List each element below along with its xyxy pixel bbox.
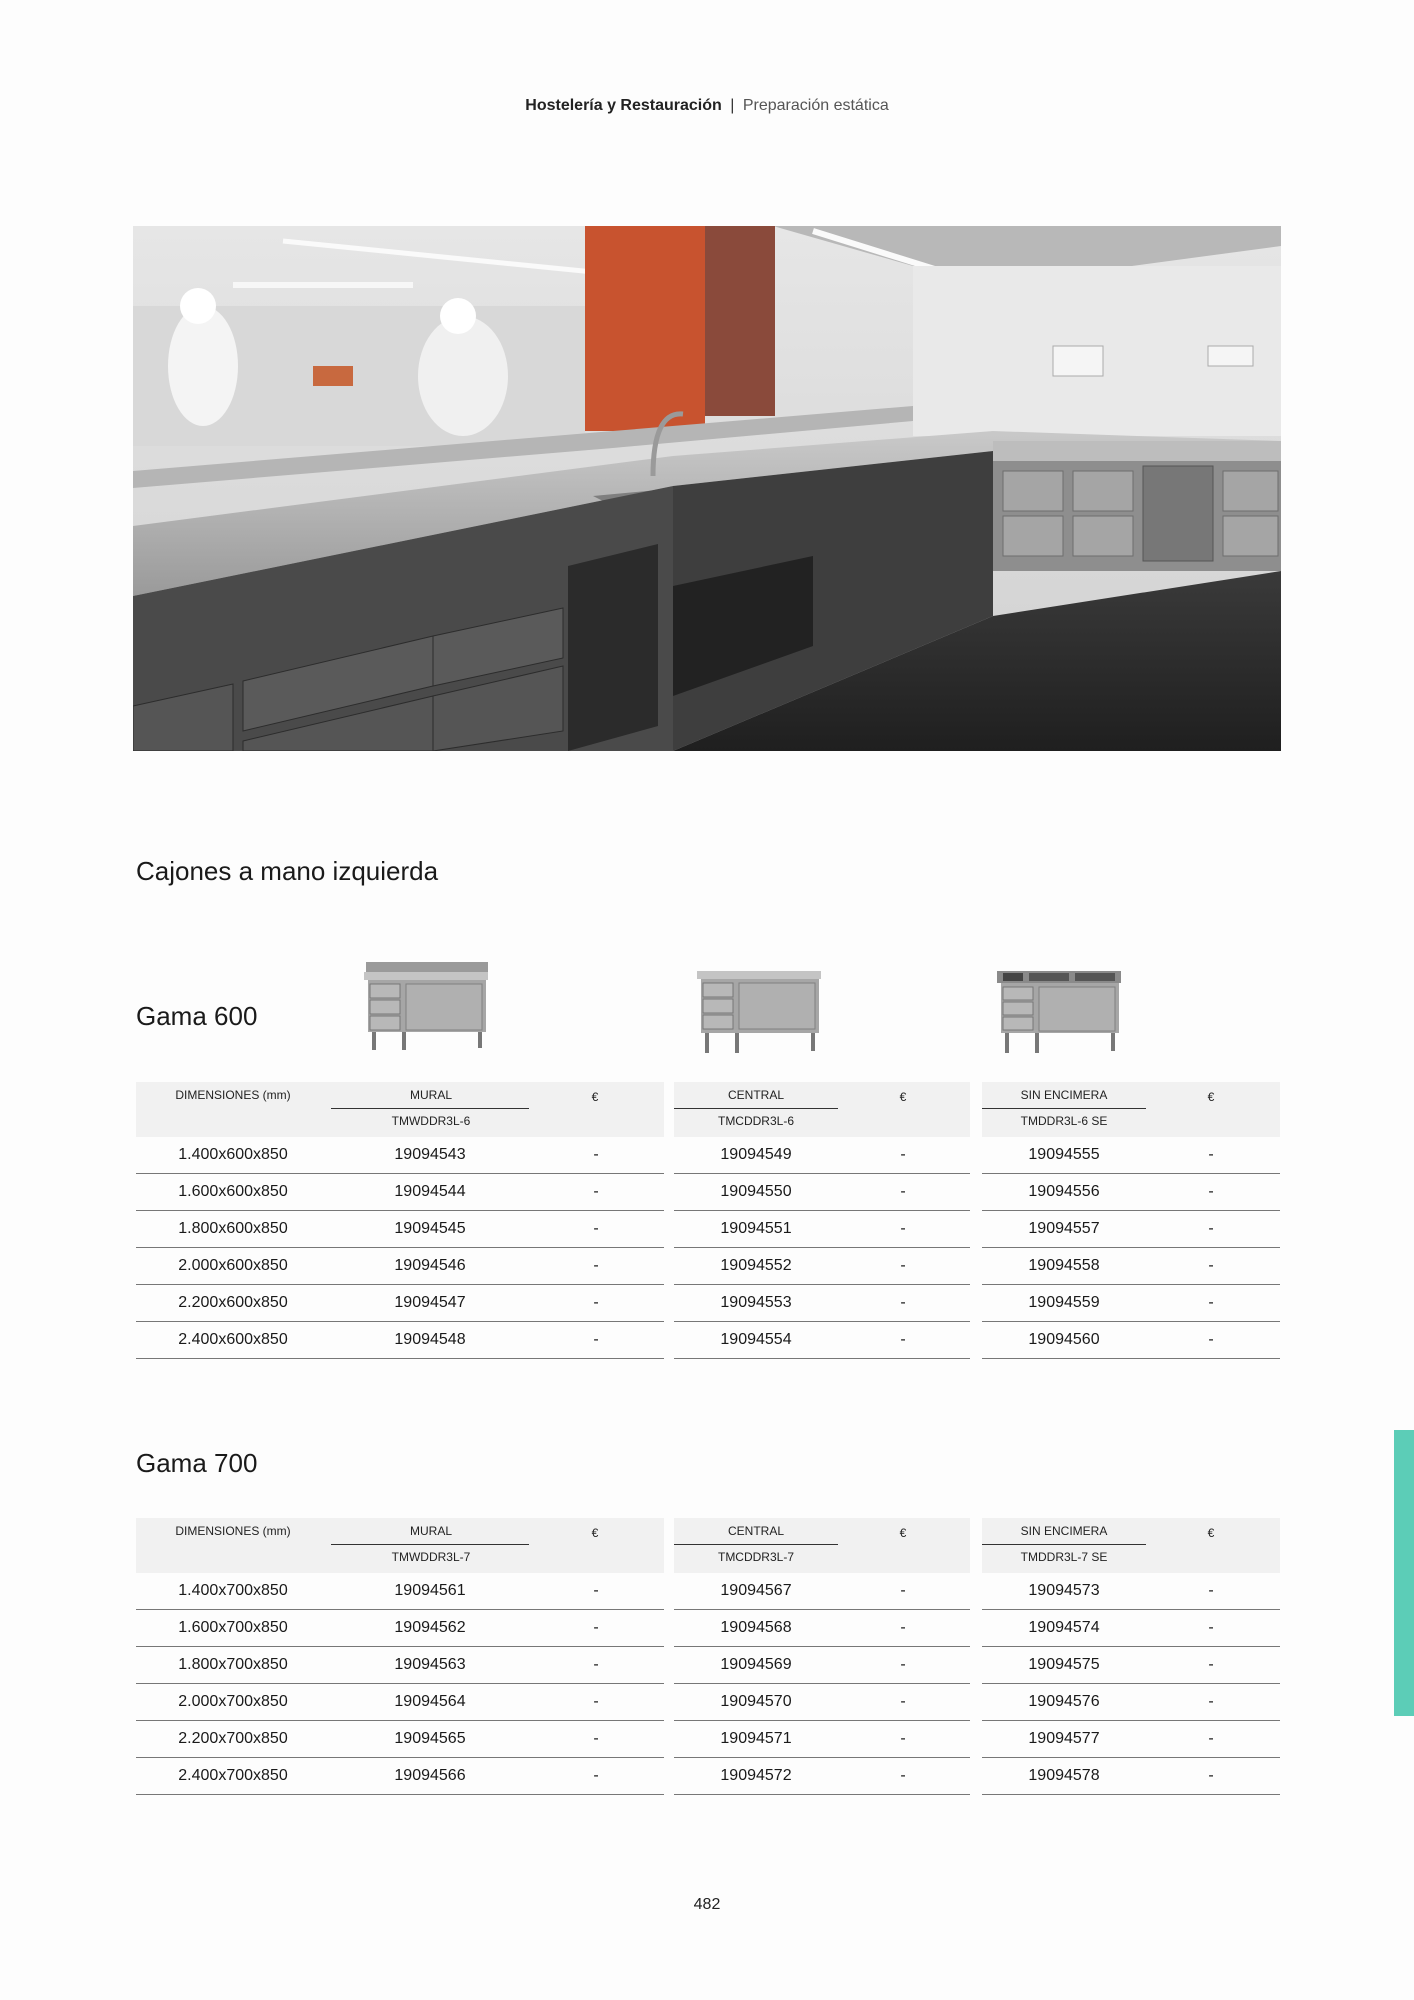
cell-dimensions: 2.400x600x850	[178, 1331, 288, 1348]
cell-mural-price: -	[593, 1619, 599, 1636]
cell-sin-encimera-price: -	[1208, 1146, 1214, 1163]
cell-central-price: -	[900, 1730, 906, 1747]
cell-mural-price: -	[593, 1257, 599, 1274]
cell-sin-encimera-price: -	[1208, 1656, 1214, 1673]
col-central-price: €	[899, 1526, 907, 1540]
range-title-600: Gama 600	[136, 1001, 258, 1031]
header-separator: |	[730, 97, 735, 114]
cell-central-price: -	[900, 1619, 906, 1636]
cell-sin-encimera-price: -	[1208, 1693, 1214, 1710]
cell-central-price: -	[900, 1331, 906, 1348]
row-divider	[136, 1358, 664, 1359]
row-divider	[136, 1794, 664, 1795]
row-divider	[674, 1358, 970, 1359]
row-divider	[982, 1358, 1280, 1359]
cell-central-price: -	[900, 1146, 906, 1163]
col-sin-encimera-header: SIN ENCIMERA	[1020, 1524, 1108, 1538]
cell-central-price: -	[900, 1294, 906, 1311]
col-central-code: TMCDDR3L-7	[717, 1550, 794, 1564]
cell-dimensions: 1.600x600x850	[178, 1183, 288, 1200]
cell-mural-code: 19094548	[394, 1331, 466, 1348]
cell-dimensions: 1.600x700x850	[178, 1619, 288, 1636]
section-title: Cajones a mano izquierda	[136, 856, 439, 886]
header-underline	[331, 1108, 529, 1109]
cell-sin-encimera-price: -	[1208, 1619, 1214, 1636]
cell-mural-price: -	[593, 1582, 599, 1599]
cell-sin-encimera-code: 19094556	[1028, 1183, 1100, 1200]
cell-central-code: 19094569	[720, 1656, 792, 1673]
cell-mural-price: -	[593, 1146, 599, 1163]
cell-central-price: -	[900, 1183, 906, 1200]
cell-sin-encimera-code: 19094555	[1028, 1146, 1100, 1163]
cell-mural-code: 19094564	[394, 1693, 466, 1710]
cell-dimensions: 2.000x700x850	[178, 1693, 288, 1710]
cell-mural-code: 19094547	[394, 1294, 466, 1311]
cell-dimensions: 1.800x600x850	[178, 1220, 288, 1237]
col-sin-encimera-price: €	[1207, 1526, 1215, 1540]
cell-sin-encimera-code: 19094575	[1028, 1656, 1100, 1673]
cell-central-price: -	[900, 1582, 906, 1599]
cell-central-code: 19094551	[720, 1220, 792, 1237]
cell-central-code: 19094554	[720, 1331, 792, 1348]
cell-sin-encimera-code: 19094560	[1028, 1331, 1100, 1348]
cell-central-price: -	[900, 1693, 906, 1710]
cell-central-code: 19094552	[720, 1257, 792, 1274]
cell-sin-encimera-price: -	[1208, 1730, 1214, 1747]
header-underline	[674, 1544, 838, 1545]
cell-sin-encimera-price: -	[1208, 1582, 1214, 1599]
col-mural-code: TMWDDR3L-7	[391, 1550, 471, 1564]
kitchen-photo	[133, 226, 1281, 751]
cell-central-code: 19094567	[720, 1582, 792, 1599]
col-mural-code: TMWDDR3L-6	[391, 1114, 471, 1128]
cell-mural-price: -	[593, 1220, 599, 1237]
col-mural-header: MURAL	[409, 1524, 452, 1538]
col-central-price: €	[899, 1090, 907, 1104]
cell-sin-encimera-code: 19094577	[1028, 1730, 1100, 1747]
header-subcategory: Preparación estática	[742, 97, 889, 114]
cell-dimensions: 2.400x700x850	[178, 1767, 288, 1784]
cell-mural-code: 19094546	[394, 1257, 466, 1274]
cell-mural-price: -	[593, 1183, 599, 1200]
cell-sin-encimera-code: 19094558	[1028, 1257, 1100, 1274]
cell-sin-encimera-price: -	[1208, 1220, 1214, 1237]
cell-central-code: 19094571	[720, 1730, 792, 1747]
col-central-header: CENTRAL	[727, 1524, 784, 1538]
cell-sin-encimera-code: 19094559	[1028, 1294, 1100, 1311]
cell-mural-code: 19094545	[394, 1220, 466, 1237]
row-divider	[982, 1794, 1280, 1795]
cell-dimensions: 2.200x700x850	[178, 1730, 288, 1747]
cell-dimensions: 2.200x600x850	[178, 1294, 288, 1311]
col-central-header: CENTRAL	[727, 1088, 784, 1102]
cell-mural-code: 19094562	[394, 1619, 466, 1636]
header-underline	[982, 1544, 1146, 1545]
cell-mural-price: -	[593, 1767, 599, 1784]
cell-dimensions: 1.400x600x850	[178, 1146, 288, 1163]
cell-mural-price: -	[593, 1294, 599, 1311]
cell-central-code: 19094550	[720, 1183, 792, 1200]
cell-central-price: -	[900, 1257, 906, 1274]
col-sin-encimera-header: SIN ENCIMERA	[1020, 1088, 1108, 1102]
header-underline	[674, 1108, 838, 1109]
cell-central-code: 19094568	[720, 1619, 792, 1636]
col-sin-encimera-code: TMDDR3L-7 SE	[1020, 1550, 1108, 1564]
cell-dimensions: 2.000x600x850	[178, 1257, 288, 1274]
cell-central-code: 19094549	[720, 1146, 792, 1163]
header-underline	[331, 1544, 529, 1545]
cell-central-price: -	[900, 1220, 906, 1237]
cell-sin-encimera-price: -	[1208, 1183, 1214, 1200]
cell-mural-code: 19094563	[394, 1656, 466, 1673]
mural-table-image	[362, 962, 492, 1054]
cell-sin-encimera-price: -	[1208, 1294, 1214, 1311]
cell-mural-price: -	[593, 1693, 599, 1710]
cell-sin-encimera-code: 19094574	[1028, 1619, 1100, 1636]
sin-encimera-table-image	[995, 965, 1125, 1057]
header-underline	[982, 1108, 1146, 1109]
cell-mural-code: 19094565	[394, 1730, 466, 1747]
col-central-code: TMCDDR3L-6	[717, 1114, 794, 1128]
header-category: Hostelería y Restauración	[525, 97, 722, 114]
cell-sin-encimera-price: -	[1208, 1257, 1214, 1274]
cell-sin-encimera-code: 19094557	[1028, 1220, 1100, 1237]
cell-mural-price: -	[593, 1656, 599, 1673]
cell-mural-code: 19094561	[394, 1582, 466, 1599]
cell-sin-encimera-code: 19094578	[1028, 1767, 1100, 1784]
cell-central-code: 19094570	[720, 1693, 792, 1710]
col-mural-header: MURAL	[409, 1088, 452, 1102]
cell-central-code: 19094553	[720, 1294, 792, 1311]
cell-dimensions: 1.800x700x850	[178, 1656, 288, 1673]
col-sin-encimera-price: €	[1207, 1090, 1215, 1104]
cell-central-price: -	[900, 1656, 906, 1673]
central-table-image	[695, 965, 825, 1057]
row-divider	[674, 1794, 970, 1795]
page-number: 482	[693, 1896, 721, 1913]
col-mural-price: €	[591, 1526, 599, 1540]
cell-mural-price: -	[593, 1331, 599, 1348]
col-sin-encimera-code: TMDDR3L-6 SE	[1020, 1114, 1108, 1128]
cell-mural-code: 19094544	[394, 1183, 466, 1200]
cell-central-price: -	[900, 1767, 906, 1784]
cell-dimensions: 1.400x700x850	[178, 1582, 288, 1599]
cell-central-code: 19094572	[720, 1767, 792, 1784]
cell-sin-encimera-price: -	[1208, 1767, 1214, 1784]
cell-mural-code: 19094543	[394, 1146, 466, 1163]
cell-mural-price: -	[593, 1730, 599, 1747]
range-title-700: Gama 700	[136, 1448, 258, 1478]
col-mural-price: €	[591, 1090, 599, 1104]
col-dimensions-header: DIMENSIONES (mm)	[175, 1524, 291, 1538]
section-tab-marker	[1394, 1430, 1414, 1716]
cell-sin-encimera-code: 19094576	[1028, 1693, 1100, 1710]
cell-sin-encimera-code: 19094573	[1028, 1582, 1100, 1599]
cell-sin-encimera-price: -	[1208, 1331, 1214, 1348]
cell-mural-code: 19094566	[394, 1767, 466, 1784]
col-dimensions-header: DIMENSIONES (mm)	[175, 1088, 291, 1102]
page-header	[0, 97, 1414, 115]
